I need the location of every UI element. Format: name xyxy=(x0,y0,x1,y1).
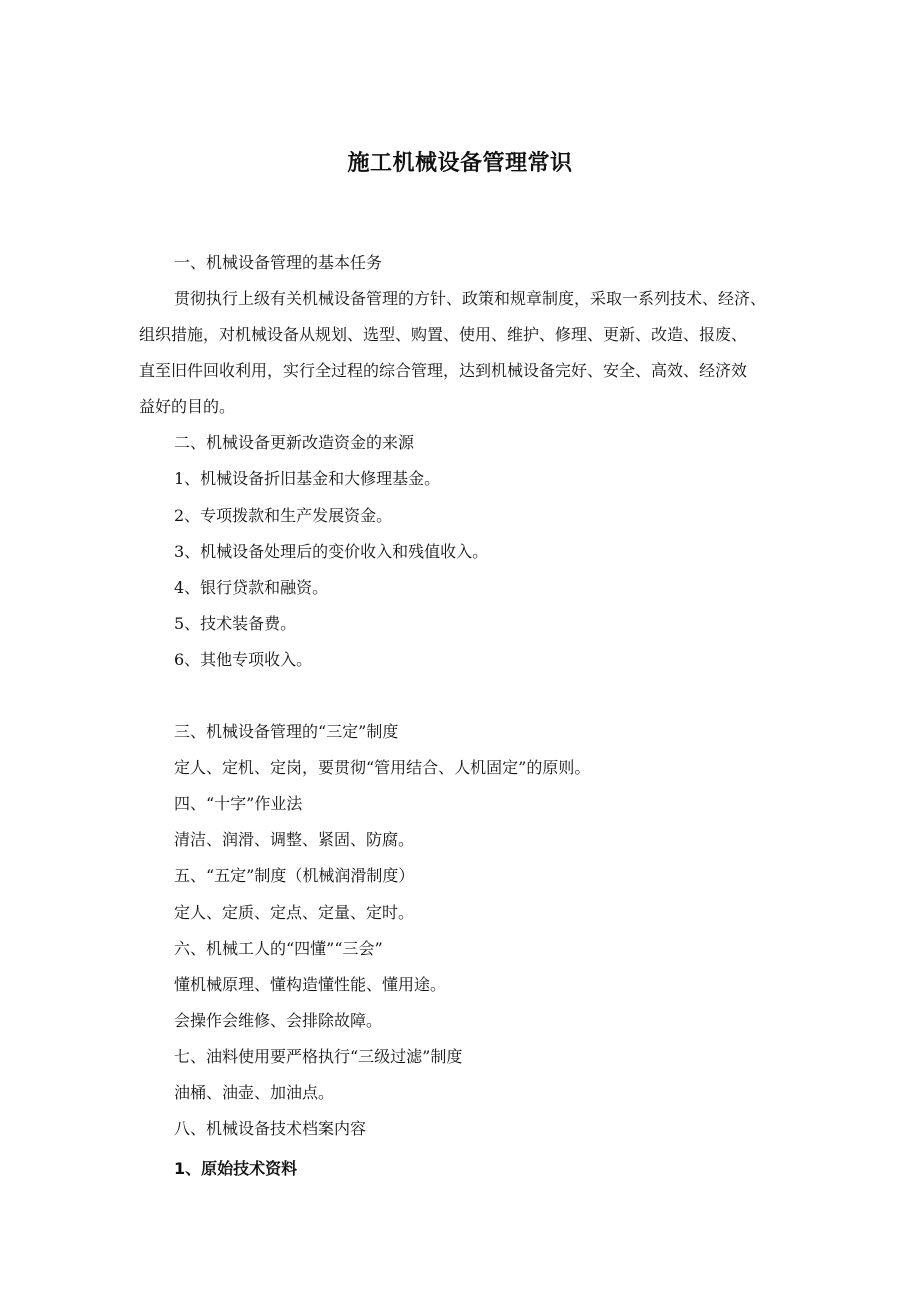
section-8-heading: 八、机械设备技术档案内容 xyxy=(174,1119,367,1138)
section-1-paragraph-line: 直至旧件回收利用，实行全过程的综合管理，达到机械设备完好、安全、高效、经济效 xyxy=(139,361,748,380)
section-4-body: 清洁、润滑、调整、紧固、防腐。 xyxy=(174,830,415,849)
section-7-heading: 七、油料使用要严格执行“三级过滤”制度 xyxy=(174,1047,463,1066)
section-2-list-item: 2、专项拨款和生产发展资金。 xyxy=(174,506,393,525)
section-1-paragraph-line: 贯彻执行上级有关机械设备管理的方针、政策和规章制度，采取一系列技术、经济、 xyxy=(174,289,767,308)
section-2-list-item: 4、银行贷款和融资。 xyxy=(174,578,329,597)
section-8-sub-heading: 1、原始技术资料 xyxy=(174,1159,298,1178)
section-2-heading: 二、机械设备更新改造资金的来源 xyxy=(174,433,415,452)
section-6-body-line: 懂机械原理、懂构造懂性能、懂用途。 xyxy=(174,975,447,994)
document-title: 施工机械设备管理常识 xyxy=(347,151,573,176)
section-6-body-line: 会操作会维修、会排除故障。 xyxy=(174,1011,383,1030)
section-2-list-item: 3、机械设备处理后的变价收入和残值收入。 xyxy=(174,542,489,561)
section-5-body: 定人、定质、定点、定量、定时。 xyxy=(174,903,415,922)
section-2-list-item: 5、技术装备费。 xyxy=(174,614,297,633)
section-1-paragraph-line: 益好的目的。 xyxy=(139,397,236,416)
section-1-paragraph-line: 组织措施，对机械设备从规划、选型、购置、使用、维护、修理、更新、改造、报废、 xyxy=(139,325,748,344)
section-4-heading: 四、“十字”作业法 xyxy=(174,794,303,813)
section-6-heading: 六、机械工人的“四懂”“三会” xyxy=(174,939,383,958)
section-1-heading: 一、机械设备管理的基本任务 xyxy=(174,253,383,272)
section-3-heading: 三、机械设备管理的“三定”制度 xyxy=(174,722,399,741)
section-2-list-item: 1、机械设备折旧基金和大修理基金。 xyxy=(174,469,441,488)
section-2-list-item: 6、其他专项收入。 xyxy=(174,650,313,669)
section-5-heading: 五、“五定”制度（机械润滑制度） xyxy=(174,866,415,885)
section-3-body: 定人、定机、定岗，要贯彻“管用结合、人机固定”的原则。 xyxy=(174,758,591,777)
section-7-body: 油桶、油壶、加油点。 xyxy=(174,1083,335,1102)
